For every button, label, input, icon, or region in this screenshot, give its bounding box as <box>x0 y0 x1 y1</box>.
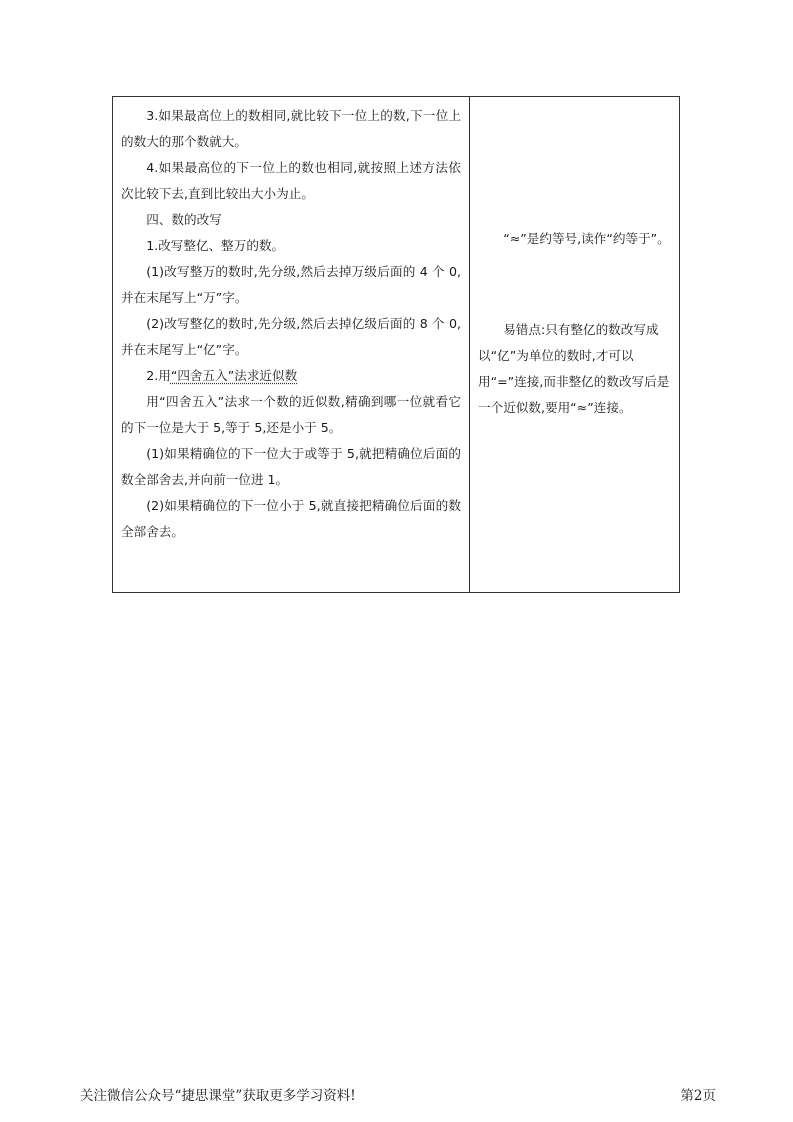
rounding-intro: 用“四舍五入”法求一个数的近似数,精确到哪一位就看它的下一位是大于 5,等于 5,还是小于 5。 <box>121 394 461 435</box>
rounding-rule-1: (1)如果精确位的下一位大于或等于 5,就把精确位后面的数全部舍去,并向前一位进 1。 <box>121 446 461 487</box>
section-heading: 四、数的改写 <box>146 212 222 227</box>
column-divider <box>469 97 470 592</box>
approx-sign-note: “≈”是约等号,读作“约等于”。 <box>503 231 670 246</box>
rule-4: 4.如果最高位的下一位上的数也相同,就按照上述方法依次比较下去,直到比较出大小为止。 <box>121 160 461 201</box>
rule-wan: (1)改写整万的数时,先分级,然后去掉万级后面的 4 个 0,并在末尾写上“万”字。 <box>121 264 461 305</box>
subsection-heading: 1.改写整亿、整万的数。 <box>146 238 285 253</box>
common-mistake-note: 易错点:只有整亿的数改写成以“亿”为单位的数时,才可以用“=”连接,而非整亿的数改写后是一个近似数,要用“≈”连接。 <box>478 322 670 415</box>
rule-3: 3.如果最高位上的数相同,就比较下一位上的数,下一位上的数大的那个数就大。 <box>121 108 461 149</box>
subsection-heading-rounding <box>121 363 461 389</box>
footer-promo: 关注微信公众号“捷思课堂”获取更多学习资料! <box>80 1088 356 1104</box>
page-footer <box>80 1084 716 1104</box>
rounding-rule-2: (2)如果精确位的下一位小于 5,就直接把精确位后面的数全部舍去。 <box>121 498 461 539</box>
content-table <box>112 96 680 593</box>
heading-emphasis: “四舍五入”法求近似数 <box>170 368 298 383</box>
rule-yi: (2)改写整亿的数时,先分级,然后去掉亿级后面的 8 个 0,并在末尾写上“亿”字。 <box>121 316 461 357</box>
heading-prefix: 2.用 <box>146 368 171 383</box>
main-content-column <box>113 97 469 545</box>
page-number: 第2页 <box>680 1088 716 1104</box>
